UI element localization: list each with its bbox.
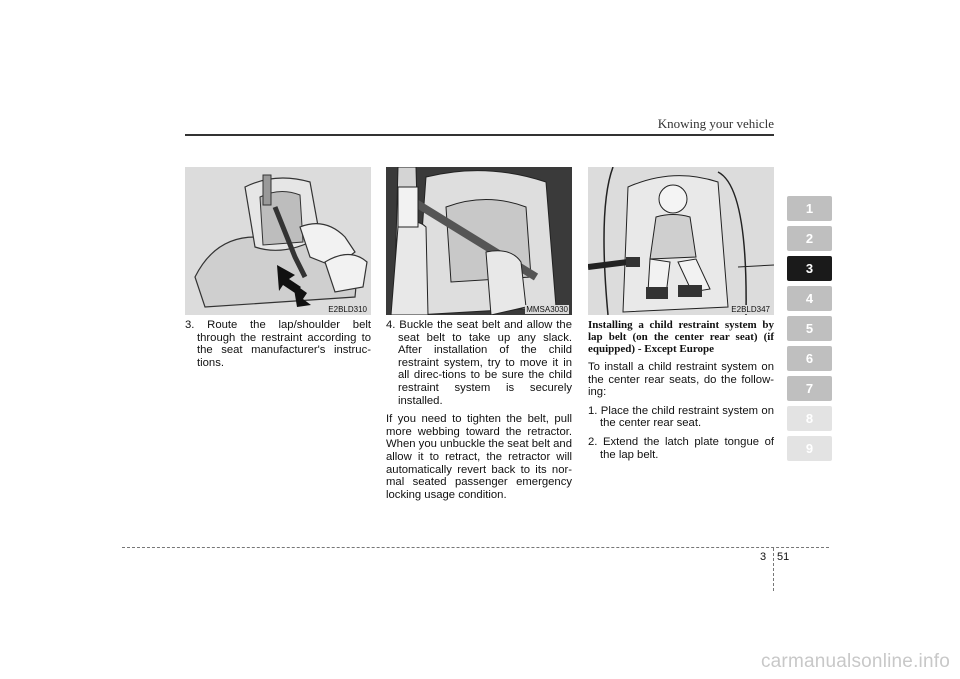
figure-belt-routing — [185, 167, 371, 315]
child-seat-buckle-illustration — [386, 167, 572, 315]
chapter-tab-7[interactable]: 7 — [787, 376, 832, 401]
footer-rule — [122, 547, 829, 548]
header-rule — [185, 134, 774, 136]
figure-code: E2BLD347 — [731, 305, 770, 314]
chapter-tabs — [787, 196, 832, 466]
intro-paragraph: To install a child restraint system on the center rear seats, do the follow-ing: — [588, 361, 774, 399]
watermark: carmanualsonline.info — [760, 651, 950, 672]
chapter-tab-3[interactable]: 3 — [787, 256, 832, 281]
footer-divider — [773, 548, 774, 591]
chapter-tab-1[interactable]: 1 — [787, 196, 832, 221]
tighten-belt-paragraph: If you need to tighten the belt, pull more webbing toward the retractor. When you unbuckle the seat belt and allow it to retract, the retractor will automatically revert back to its nor-mal seated passenger emergency locking usage condition. — [386, 413, 572, 501]
figure-code: MMSA3030 — [526, 305, 568, 314]
text-column-2 — [386, 319, 572, 507]
step-1: 1. Place the child restraint system on the center rear seat. — [588, 404, 774, 430]
figure-child-seat — [588, 167, 774, 315]
text-column-1 — [185, 319, 371, 375]
section-heading: Installing a child restraint system by lap belt (on the center rear seat) (if equipped) - Except Europe — [588, 319, 774, 355]
chapter-tab-8[interactable]: 8 — [787, 406, 832, 431]
child-in-seat-illustration — [588, 167, 774, 315]
step-2: 2. Extend the latch plate tongue of the lap belt. — [588, 435, 774, 461]
chapter-tab-9[interactable]: 9 — [787, 436, 832, 461]
figure-code: E2BLD310 — [328, 305, 367, 314]
running-header-title: Knowing your vehicle — [657, 116, 774, 131]
chapter-tab-4[interactable]: 4 — [787, 286, 832, 311]
chapter-tab-2[interactable]: 2 — [787, 226, 832, 251]
text-column-3 — [588, 319, 774, 467]
child-seat-belt-routing-illustration — [185, 167, 371, 315]
chapter-tab-5[interactable]: 5 — [787, 316, 832, 341]
step-3: 3. Route the lap/shoulder belt through the restraint according to the seat manufacturer's instruc-tions. — [185, 319, 371, 369]
chapter-tab-6[interactable]: 6 — [787, 346, 832, 371]
page-number: 51 — [777, 551, 790, 563]
chapter-number: 3 — [760, 551, 767, 563]
step-4: 4. Buckle the seat belt and allow the seat belt to take up any slack. After installation of the child restraint system, try to move it in all direc-tions to be sure the child restraint system is securely installed. — [386, 319, 572, 407]
figure-buckle — [386, 167, 572, 315]
